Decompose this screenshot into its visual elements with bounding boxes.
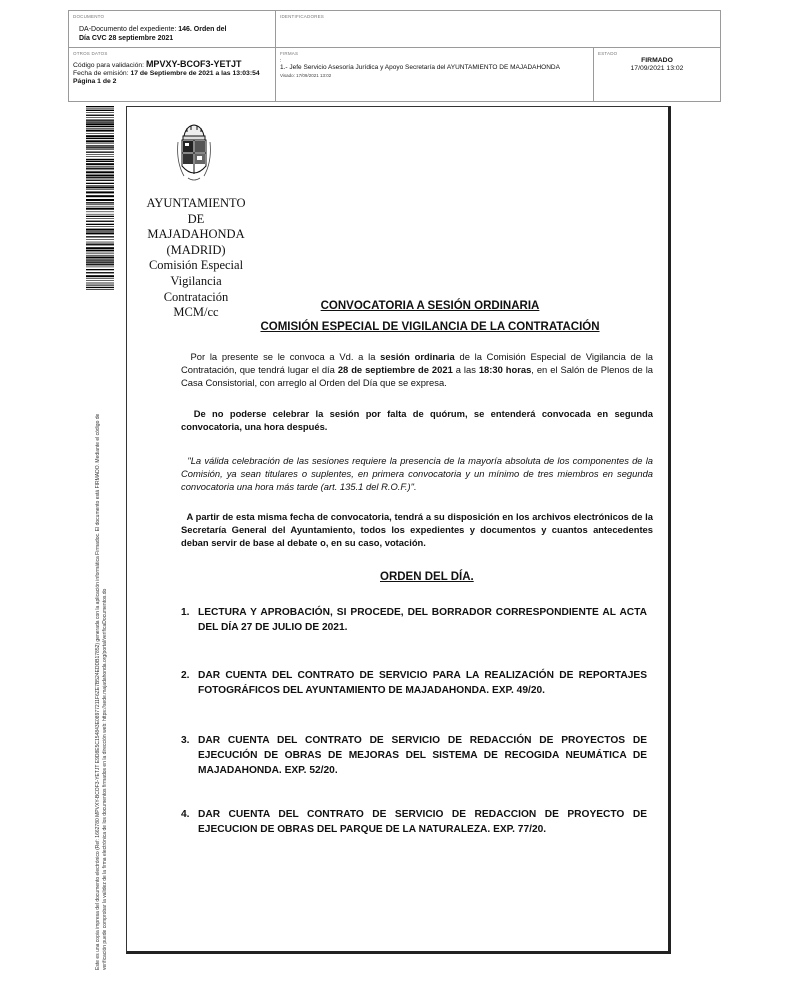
estado-cell	[594, 48, 720, 101]
identificadores-label: IDENTIFICADORES	[280, 14, 325, 19]
barcode-image	[86, 106, 114, 290]
documento-value: DA-Documento del expediente: 146. Orden del Día CVC 28 septiembre 2021	[79, 26, 227, 42]
visado-text: Visado: 17/09/2021 13:02	[280, 73, 332, 78]
issue-date: 17 de Septiembre de 2021 a las 13:03:54	[130, 70, 260, 78]
page-count: Página 1 de 2	[73, 78, 117, 86]
agenda-item: 2. DAR CUENTA DEL CONTRATO DE SERVICIO PARA LA REALIZACIÓN DE REPORTAJES FOTOGRÁFICOS DEL AYUNTAMIENTO DE MAJADAHONDA. EXP. 49/20.	[181, 670, 647, 696]
agenda-title: ORDEN DEL DÍA.	[380, 571, 474, 583]
document-title: CONVOCATORIA A SESIÓN ORDINARIA	[320, 300, 540, 312]
documento-label: DOCUMENTO	[73, 14, 105, 19]
estado-value: FIRMADO	[641, 57, 673, 64]
ayuntamiento-heading: AYUNTAMIENTO DE MAJADAHONDA (MADRID) Comisión Especial Vigilancia Contratación MCM/cc	[146, 196, 246, 320]
municipal-crest-icon	[176, 122, 212, 188]
agenda-item: 3. DAR CUENTA DEL CONTRATO DE SERVICIO DE REDACCIÓN DE PROYECTOS DE EJECUCIÓN DE OBRAS DE MEJORAS DEL SISTEMA DE RECOGIDA NEUMÁTICA DE MAJADAHONDA. EXP. 52/20.	[181, 735, 647, 776]
firmante-text: 1.- Jefe Servicio Asesoría Jurídica y Apoyo Secretaría del AYUNTAMIENTO DE MAJADAHONDA	[280, 64, 560, 71]
otros-datos-label: OTROS DATOS	[73, 51, 108, 56]
agenda-item: 1. LECTURA Y APROBACIÓN, SI PROCEDE, DEL BORRADOR CORRESPONDIENTE AL ACTA DEL DÍA 27 DE JULIO DE 2021.	[181, 607, 647, 633]
document-subtitle: COMISIÓN ESPECIAL DE VIGILANCIA DE LA CONTRATACIÓN	[260, 321, 600, 333]
identificadores-cell	[276, 11, 720, 48]
firmas-cell: FIRMAS : 1.- Jefe Servicio Asesoría Jurídica y Apoyo Secretaría del AYUNTAMIENTO DE MAJADAHONDA Visado: 17/09/2021 13:02	[276, 48, 594, 101]
documents-availability-paragraph: A partir de esta misma fecha de convocatoria, tendrá a su disposición en los archivos electrónicos de la Secretaría General del Ayuntamiento, todos los expedientes y documentos y cuantos antecedentes deban servir de base al debate o, en su caso, votación.	[181, 511, 653, 548]
quorum-paragraph: De no poderse celebrar la sesión por falta de quórum, se entenderá convocada en segunda convocatoria, una hora después.	[181, 408, 653, 432]
estado-date: 17/09/2021 13:02	[630, 65, 684, 73]
otros-datos-cell: OTROS DATOS Código para validación: MPVXY-BCOF3-YETJT Fecha de emisión: 17 de Septiembre de 2021 a las 13:03:54 Página 1 de 2	[69, 48, 276, 101]
convocation-paragraph: Por la presente se le convoca a Vd. a la sesión ordinaria de la Comisión Especial de Vigilancia de la Contratación, que tendrá lugar el día 28 de septiembre de 2021 a las 18:30 horas, en el Salón de Plenos de la Casa Consistorial, con arreglo al Orden del Día que se expresa.	[181, 351, 654, 388]
documento-cell	[69, 11, 276, 48]
rof-quote-paragraph: "La válida celebración de las sesiones requiere la presencia de la mayoría absoluta de los componentes de la Comisión, ya sean titulares o suplentes, en primera convocatoria y un mínimo de tres miembros en segunda convocatoria una hora más tarde (art. 135.1 del R.O.F.)".	[181, 455, 653, 492]
document-metadata-box	[68, 10, 721, 102]
estado-label: ESTADO	[598, 51, 618, 56]
validation-code[interactable]: MPVXY-BCOF3-YETJT	[145, 59, 242, 69]
agenda-item: 4. DAR CUENTA DEL CONTRATO DE SERVICIO DE REDACCION DE PROYECTO DE EJECUCION DE OBRAS DEL PARQUE DE LA NATURALEZA. EXP. 77/20.	[181, 809, 647, 835]
firmas-label: FIRMAS	[280, 51, 299, 56]
